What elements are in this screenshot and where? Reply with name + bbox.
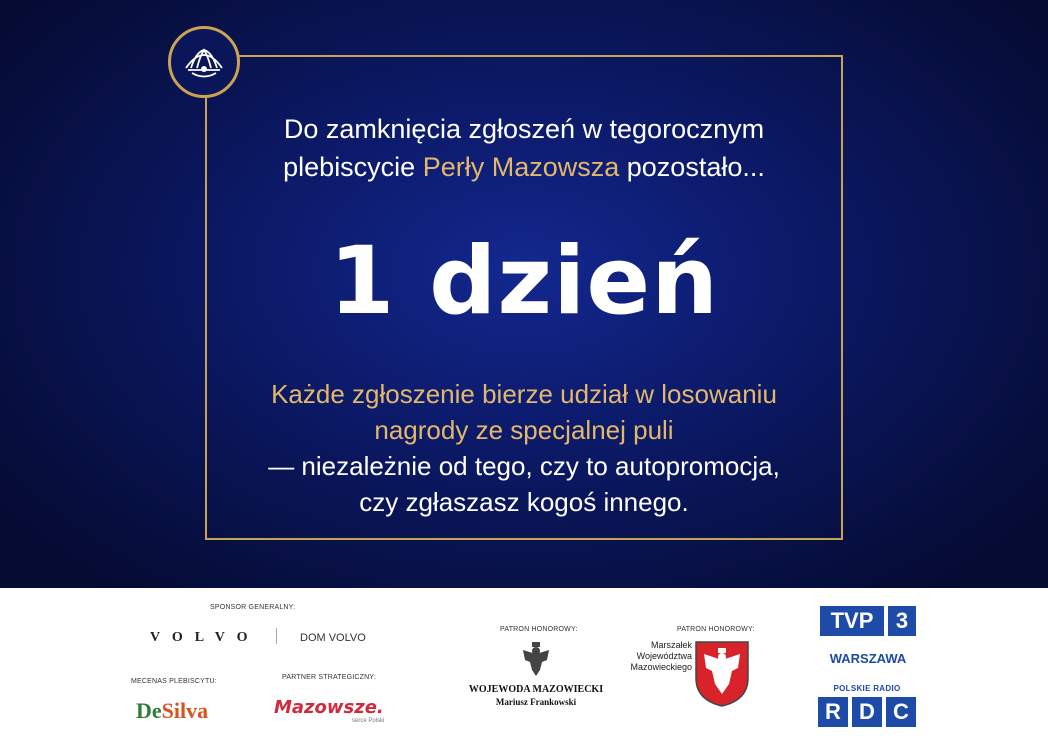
headline-line1: Do zamknięcia zgłoszeń w tegorocznym: [283, 114, 765, 144]
desilva-de: De: [136, 698, 162, 723]
marszalek-line3: Mazowieckiego: [630, 662, 692, 672]
headline-line2: [205, 148, 843, 186]
rdc-letter-c: C: [886, 697, 916, 727]
marszalek-line1: Marszałek: [650, 640, 692, 650]
desilva-logo: [136, 698, 208, 724]
mazowsze-tagline: serce Polski: [352, 718, 385, 724]
divider: [276, 628, 277, 644]
marszalek-label: [612, 640, 692, 673]
mazowsze-logo: Mazowsze.: [274, 697, 384, 718]
tvp-warszawa-label: WARSZAWA: [829, 651, 907, 666]
tvp-logo: TVP: [820, 606, 884, 636]
polskie-radio-label: POLSKIE RADIO: [833, 684, 901, 693]
info-line4: czy zgłaszasz kogoś innego.: [359, 487, 689, 517]
patron-label-1: PATRON HONOROWY:: [500, 626, 578, 633]
mecenas-label: MECENAS PLEBISCYTU:: [131, 678, 217, 685]
dom-volvo-logo: DOM VOLVO: [300, 632, 366, 644]
plebiscite-name: Perły Mazowsza: [422, 152, 620, 182]
volvo-logo: VOLVO: [150, 630, 260, 645]
eagle-emblem-icon: [520, 640, 552, 678]
sponsor-label: SPONSOR GENERALNY:: [210, 604, 296, 611]
wojewoda-title: WOJEWODA MAZOWIECKI: [468, 684, 604, 695]
headline-post: pozostało...: [619, 152, 765, 182]
partner-label: PARTNER STRATEGICZNY:: [282, 674, 377, 681]
marszalek-line2: Województwa: [636, 651, 692, 661]
pearl-shell-logo: [168, 26, 240, 98]
info-text: [205, 376, 843, 520]
tvp-channel-number: 3: [888, 606, 916, 636]
info-line3: — niezależnie od tego, czy to autopromocja,: [268, 451, 780, 481]
countdown-value: 1 dzień: [328, 227, 720, 336]
wojewoda-name: Mariusz Frankowski: [495, 697, 577, 707]
mazovia-coat-of-arms-icon: [694, 640, 750, 708]
rdc-letter-d: D: [852, 697, 882, 727]
headline: [205, 110, 843, 186]
info-gold-line1: Każde zgłoszenie bierze udział w losowaniu: [271, 379, 777, 409]
info-gold-line2: nagrody ze specjalnej puli: [374, 415, 674, 445]
patron-label-2: PATRON HONOROWY:: [677, 626, 755, 633]
desilva-silva: Silva: [161, 698, 209, 723]
shell-icon: [182, 42, 226, 82]
rdc-letter-r: R: [818, 697, 848, 727]
headline-pre: plebiscycie: [283, 152, 423, 182]
